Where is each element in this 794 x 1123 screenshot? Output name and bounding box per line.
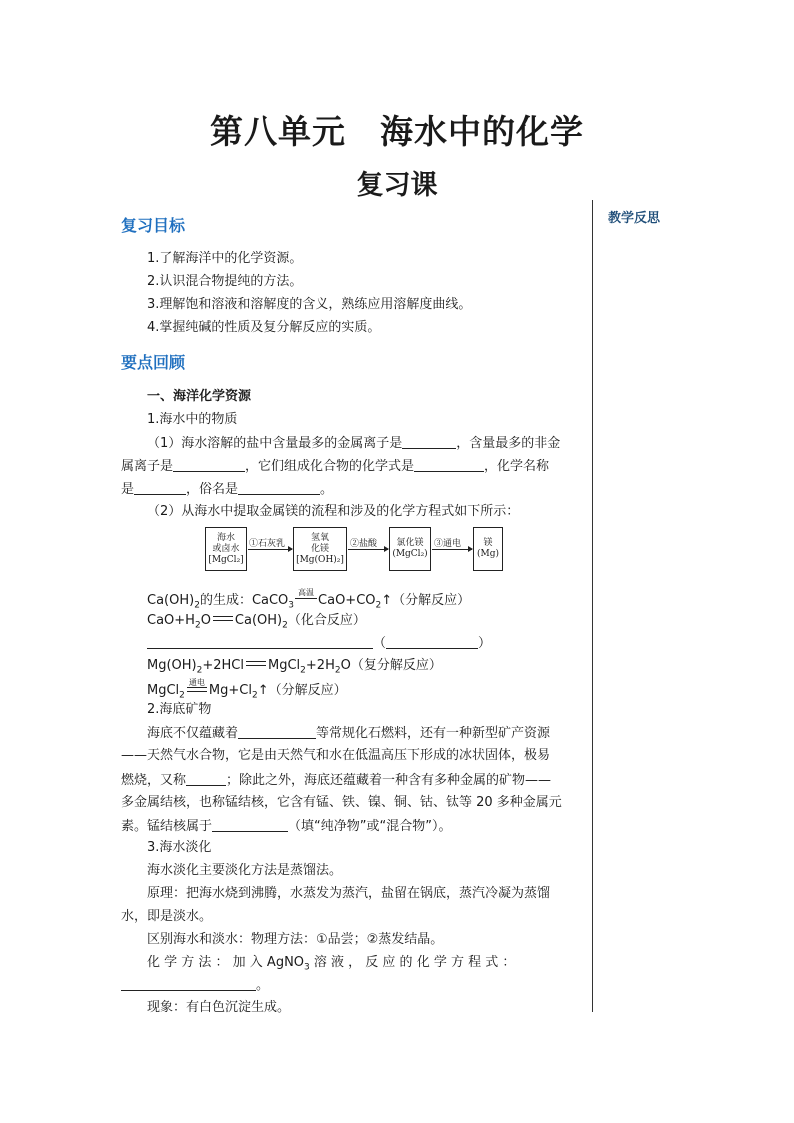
answer-blank[interactable] (121, 977, 256, 991)
equation-3-blank: （ ） (147, 635, 491, 652)
question-2: （2）从海水中提取金属镁的流程和涉及的化学方程式如下所示： (147, 504, 520, 519)
flow-label-1: ①石灰乳 (249, 539, 286, 549)
equation-1: $Ca(OH)_2$的生成：CaCO$_3$ 高温 $CaO+CO_2↑$（分解反应） (147, 588, 471, 611)
flow-arrow-2 (348, 549, 388, 550)
goal-item-4: 4.掌握纯碱的性质及复分解反应的实质。 (147, 320, 381, 335)
answer-blank[interactable] (147, 635, 373, 649)
equals-sign (213, 616, 233, 621)
answer-blank[interactable] (134, 481, 186, 495)
equation-2: $CaO+H_2O$ $Ca(OH)_2$（化合反应） (147, 613, 366, 631)
flow-box-seawater: 海水 或卤水 [MgCl₂] (205, 527, 247, 571)
paragraph-line: 化 学 方 法 ： 加 入 AgNO$_3$ 溶 液 ， 反 应 的 化 学 方 程 式 ： (147, 955, 516, 973)
flow-box-magnesium-hydroxide: 氢氧 化镁 [Mg(OH)₂] (293, 527, 347, 571)
reaction-condition: 高温 (295, 590, 317, 606)
paragraph-line: 水，即是淡水。 (121, 909, 213, 924)
paragraph-line: 。 (121, 977, 269, 994)
answer-blank[interactable] (186, 772, 226, 786)
equation-4: $Mg(OH)_2+2HCl$ $MgCl_2+2H_2O$（复分解反应） (147, 658, 442, 676)
flow-arrow-3 (432, 549, 472, 550)
subsection-1: 1.海水中的物质 (147, 412, 238, 427)
question-1-line-3: 是 ，俗名是 。 (121, 482, 334, 497)
goal-item-1: 1.了解海洋中的化学资源。 (147, 251, 303, 266)
reaction-condition: 通电 (187, 680, 207, 696)
equation-5: MgCl$_2$ 通电 $Mg+Cl_2↑$（分解反应） (147, 678, 347, 701)
flow-box-magnesium: 镁 (Mg) (473, 527, 503, 571)
subsection-3: 3.海水淡化 (147, 840, 212, 855)
flow-arrow-1 (248, 549, 292, 550)
paragraph-line: 多金属结核，也称锰结核，它含有锰、铁、镍、铜、钴、钛等 20 多种金属元 (121, 795, 562, 810)
answer-blank[interactable] (212, 818, 288, 832)
paragraph-line: 海水淡化主要淡化方法是蒸馏法。 (147, 863, 343, 878)
section-heading-goals: 复习目标 (121, 216, 186, 235)
section-heading-review: 要点回顾 (121, 353, 186, 372)
side-label-teaching-reflection: 教学反思 (608, 211, 661, 226)
equals-sign (246, 661, 266, 666)
paragraph-line: 素。锰结核属于 （填“纯净物”或“混合物”）。 (121, 819, 452, 834)
page-title: 第八单元 海水中的化学 (210, 112, 584, 151)
answer-blank[interactable] (414, 458, 484, 472)
subsection-2: 2.海底矿物 (147, 702, 212, 717)
flow-label-3: ③通电 (434, 539, 462, 549)
part-heading-1: 一、海洋化学资源 (147, 389, 252, 404)
goal-item-3: 3.理解饱和溶液和溶解度的含义，熟练应用溶解度曲线。 (147, 297, 472, 312)
answer-blank[interactable] (386, 635, 478, 649)
question-1-line-1: （1）海水溶解的盐中含量最多的金属离子是 ，含量最多的非金 (147, 436, 561, 451)
margin-divider (592, 200, 593, 1012)
flow-box-magnesium-chloride: 氯化镁 (MgCl₂) (389, 527, 431, 571)
paragraph-line: 原理：把海水烧到沸腾，水蒸发为蒸汽，盐留在锅底，蒸汽冷凝为蒸馏 (147, 886, 551, 901)
magnesium-extraction-flowchart (205, 525, 503, 575)
question-1-line-2: 属离子是 ，它们组成化合物的化学式是 ，化学名称 (121, 459, 550, 474)
paragraph-line: 海底不仅蕴藏着 等常规化石燃料，还有一种新型矿产资源 (147, 726, 551, 741)
paragraph-line: ——天然气水合物，它是由天然气和水在低温高压下形成的冰状固体，极易 (121, 748, 551, 763)
answer-blank[interactable] (238, 481, 320, 495)
answer-blank[interactable] (238, 725, 316, 739)
paragraph-line: 燃烧，又称 ；除此之外，海底还蕴藏着一种含有多种金属的矿物—— (121, 773, 552, 788)
goal-item-2: 2.认识混合物提纯的方法。 (147, 274, 303, 289)
paragraph-line: 现象：有白色沉淀生成。 (147, 1000, 291, 1015)
flow-label-2: ②盐酸 (350, 539, 378, 549)
answer-blank[interactable] (173, 458, 245, 472)
paragraph-line: 区别海水和淡水：物理方法：①品尝；②蒸发结晶。 (147, 932, 444, 947)
answer-blank[interactable] (402, 435, 456, 449)
page-subtitle: 复习课 (356, 170, 438, 201)
